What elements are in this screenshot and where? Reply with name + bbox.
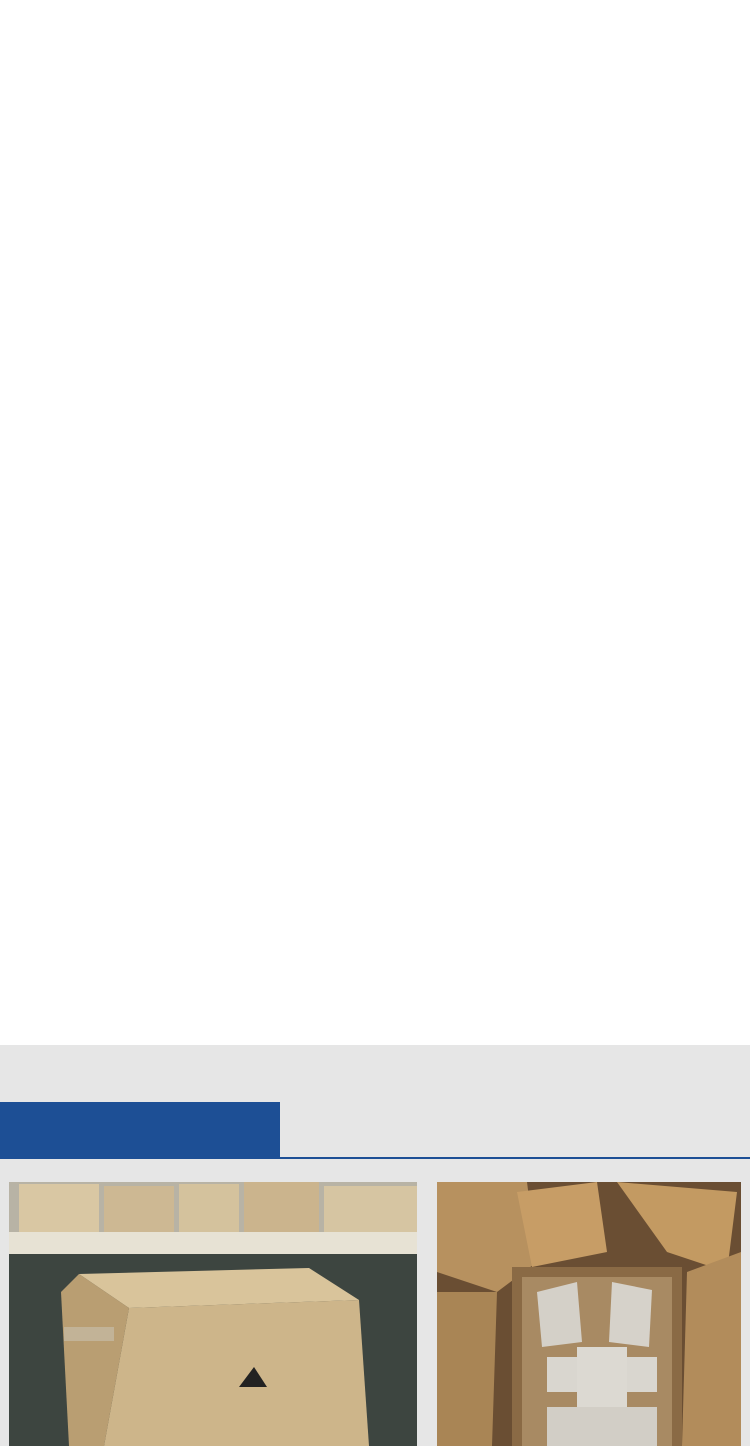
open-box-photo: [437, 1182, 741, 1446]
shipping-section: [0, 1045, 750, 1446]
banner-rule: [0, 1157, 750, 1159]
warehouse-box-illustration: [9, 1182, 417, 1446]
open-box-illustration: [437, 1182, 741, 1446]
main-spec-table: [0, 194, 750, 1045]
warehouse-box-photo: [9, 1182, 417, 1446]
shipping-banner: [0, 1102, 280, 1158]
top-spec-table: [0, 0, 750, 190]
